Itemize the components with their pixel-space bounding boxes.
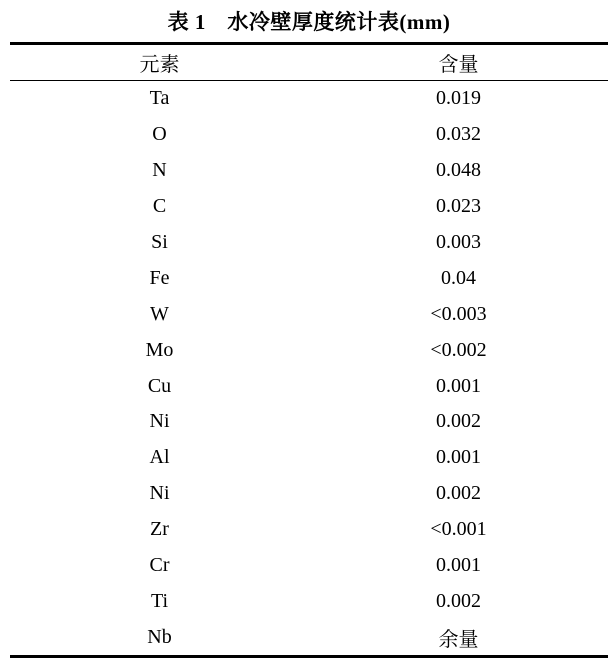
content-cell: <0.003	[430, 302, 487, 325]
content-cell: 0.019	[436, 87, 481, 110]
table-row	[10, 189, 608, 225]
element-cell: Nb	[147, 625, 172, 648]
content-cell: 0.048	[436, 159, 481, 182]
column-header-content: 含量	[309, 44, 608, 81]
column-header-element: 元素	[10, 44, 309, 81]
element-cell: W	[150, 302, 169, 325]
table-header	[10, 44, 608, 81]
table-row	[10, 117, 608, 153]
element-cell: Al	[149, 446, 170, 469]
element-cell: O	[152, 123, 167, 146]
element-cell: Cr	[149, 554, 170, 577]
element-cell: Ni	[149, 410, 170, 433]
content-cell: 0.04	[441, 266, 476, 289]
table-row	[10, 476, 608, 512]
content-cell: 0.002	[436, 482, 481, 505]
table-row	[10, 225, 608, 261]
content-cell: <0.002	[430, 338, 487, 361]
header-row	[10, 44, 608, 81]
element-cell: Ti	[150, 589, 169, 612]
element-cell: Cu	[147, 374, 172, 397]
table-row	[10, 440, 608, 476]
element-cell: Ta	[149, 87, 170, 110]
element-cell: Zr	[150, 518, 169, 541]
content-cell: 余量	[438, 628, 479, 651]
table-row	[10, 583, 608, 619]
content-cell: 0.001	[436, 554, 481, 577]
element-cell: Fe	[149, 266, 170, 289]
table-row	[10, 512, 608, 548]
element-cell: C	[152, 195, 167, 218]
content-cell: 0.002	[436, 410, 481, 433]
content-cell: 0.032	[436, 123, 481, 146]
table-row	[10, 619, 608, 656]
table-row	[10, 332, 608, 368]
table-row	[10, 296, 608, 332]
content-cell: 0.002	[436, 589, 481, 612]
table-row	[10, 368, 608, 404]
table-container	[10, 0, 608, 658]
table-body	[10, 81, 608, 657]
element-cell: Si	[151, 231, 168, 253]
content-cell: 0.001	[436, 446, 481, 469]
content-cell: 0.001	[436, 374, 481, 397]
content-cell: 0.003	[436, 231, 481, 253]
table-row	[10, 153, 608, 189]
content-cell: <0.001	[430, 518, 487, 541]
element-cell: N	[152, 159, 167, 182]
table-title: 表 1 水冷壁厚度统计表(mm)	[167, 10, 451, 34]
content-cell: 0.023	[436, 195, 481, 218]
table-row	[10, 404, 608, 440]
table-row	[10, 260, 608, 296]
element-cell: Ni	[149, 482, 170, 505]
table-row	[10, 81, 608, 117]
table-row	[10, 548, 608, 584]
data-table	[10, 42, 608, 658]
element-cell: Mo	[145, 338, 174, 361]
